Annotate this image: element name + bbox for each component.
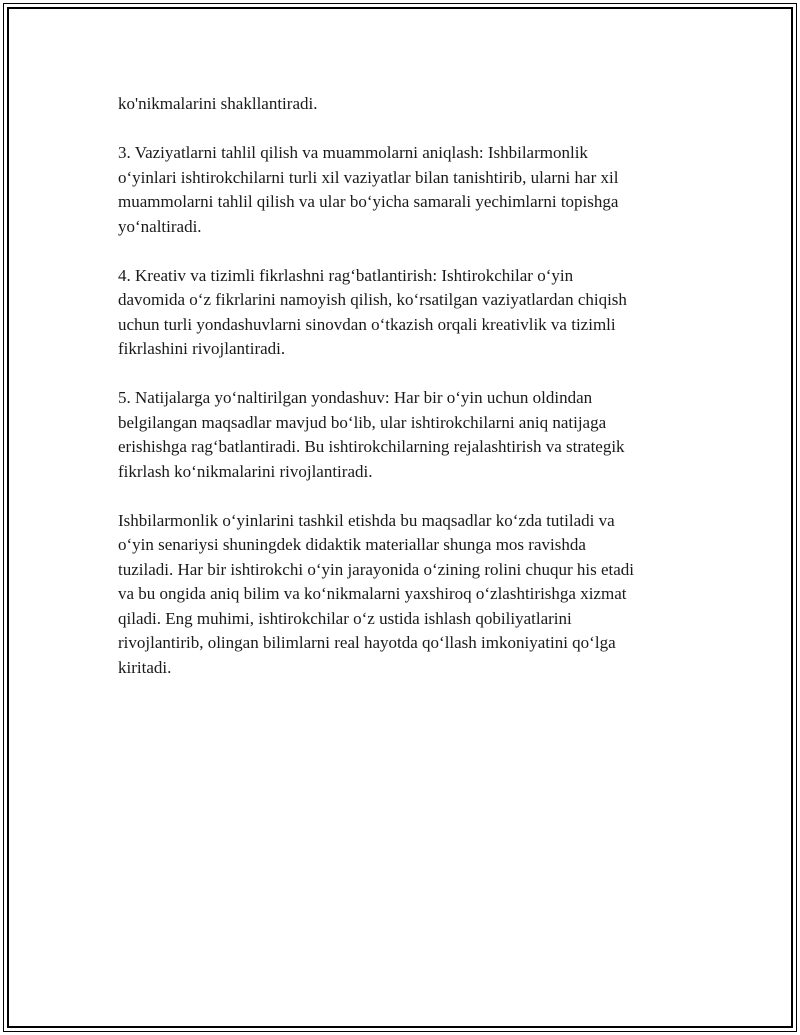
page-body [118, 92, 698, 705]
paragraph-item-3: 3. Vaziyatlarni tahlil qilish va muammolarni aniqlash: Ishbilarmonlik o‘yinlari ishtirokchilarni turli xil vaziyatlar bilan tanishtirib, ularni har xil muammolarni tahlil qilish va ular bo‘yicha samarali yechimlarni topishga yo‘naltiradi. [118, 143, 619, 236]
paragraph-continuation: ko'nikmalarini shakllantiradi. [118, 94, 318, 113]
paragraph-item-5: 5. Natijalarga yo‘naltirilgan yondashuv: Har bir o‘yin uchun oldindan belgilangan maqsadlar mavjud bo‘lib, ular ishtirokchilarni aniq natijaga erishishga rag‘batlantiradi. Bu ishtirokchilarning rejalashtirish va strategik fikrlash ko‘nikmalarini rivojlantiradi. [118, 388, 625, 481]
paragraph-conclusion: Ishbilarmonlik o‘yinlarini tashkil etishda bu maqsadlar ko‘zda tutiladi va o‘yin senariysi shuningdek didaktik materiallar shunga mos ravishda tuziladi. Har bir ishtirokchi o‘yin jarayonida o‘zining rolini chuqur his etadi va bu ongida aniq bilim va ko‘nikmalarni yaxshiroq o‘zlashtirishga xizmat qiladi. Eng muhimi, ishtirokchilar o‘z ustida ishlash qobiliyatlarini rivojlantirib, olingan bilimlarni real hayotda qo‘llash imkoniyatini qo‘lga kiritadi. [118, 510, 635, 677]
paragraph-item-4: 4. Kreativ va tizimli fikrlashni rag‘batlantirish: Ishtirokchilar o‘yin davomida o‘z fikrlarini namoyish qilish, ko‘rsatilgan vaziyatlardan chiqish uchun turli yondashuvlarni sinovdan o‘tkazish orqali kreativlik va tizimli fikrlashini rivojlantiradi. [118, 265, 627, 358]
